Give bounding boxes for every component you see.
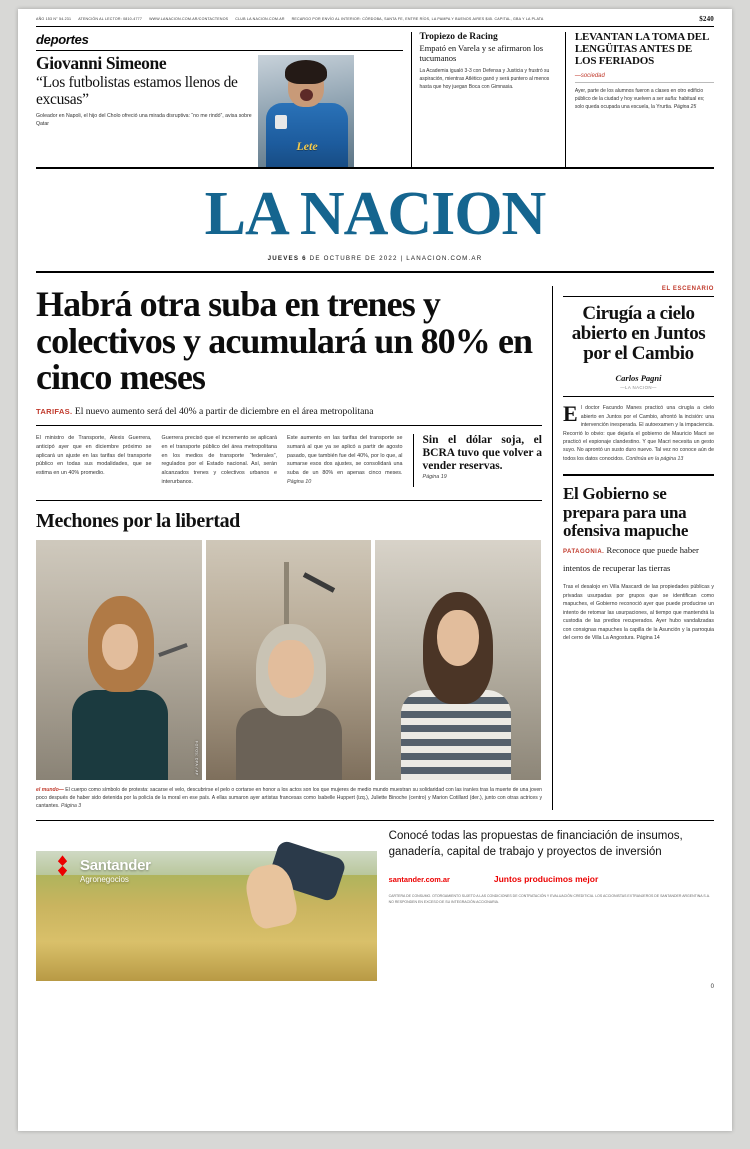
topbar-item[interactable]: WWW.LANACION.COM.AR/CONTACTENOS (149, 17, 229, 21)
caption-page-ref: Página 3 (60, 803, 82, 810)
main-headline[interactable]: Habrá otra suba en trenes y colectivos y acumulará un 80% en cinco meses (36, 284, 533, 398)
racing-title: Tropiezo de Racing (419, 32, 498, 42)
byline-author: Carlos Pagni (615, 373, 662, 384)
byline-organization: —LA NACION— (563, 385, 714, 397)
patagonia-line (563, 540, 714, 576)
dateline-rest: DE OCTUBRE DE 2022 | LANACION.COM.AR (306, 255, 483, 262)
society-section-tag: —sociedad (575, 73, 714, 83)
sports-lead-quote: “Los futbolistas estamos llenos de excusas” (36, 73, 238, 108)
santander-logo (52, 855, 151, 876)
society-body (575, 87, 714, 111)
main-column (36, 286, 553, 810)
photo-shape-body (72, 690, 168, 780)
ad-slogan: Juntos producimos mejor (493, 874, 599, 885)
sports-strip (36, 27, 714, 169)
society-block[interactable] (566, 32, 714, 167)
photo-shape-body (236, 708, 342, 780)
photo-shape-badge (275, 115, 287, 129)
dollar-brief[interactable] (413, 434, 542, 487)
gobierno-title[interactable]: El Gobierno se prepara para una ofensiva mapuche (563, 484, 689, 541)
main-story-columns (36, 434, 542, 487)
ad-legal-text: CARTERA DE CONSUMO. OTORGAMIENTO SUJETO A LAS CONDICIONES DE CONTRATACIÓN Y EVALUACIÓN CREDITICIA. LOS ACCIONISTAS EXTRANJEROS DE SANTANDER ARGENTINA S.A. NO RESPONDEN EN EXCESO DE SU INTEGRACIÓN ACCIONARIA. (388, 894, 711, 904)
story-column (287, 434, 403, 487)
photo-shape-face (437, 610, 479, 666)
society-page-ref: Página 25 (673, 103, 697, 110)
newspaper-page (18, 9, 732, 1131)
sports-lead-name: Giovanni Simeone (36, 53, 167, 73)
society-body-text: Ayer, parte de los alumnos fueron a clases en otro edificio público de la ciudad y hoy vuelven a ser auña: habitual es; solo queda ocupada una escuela, la Yrurtia. (574, 87, 705, 110)
patagonia-subtitle: Reconoce que puede haber intentos de recuperar las tierras (563, 545, 699, 574)
racing-body: La Academia igualó 3-3 con Defensa y Justicia y frustró su aspiración, mientras Atlético ganó y será puntero al menos hasta que hoy juegan Boca con Gimnasia. (419, 68, 550, 90)
cover-price: $240 (699, 15, 714, 23)
dropcap: E (563, 401, 578, 427)
escenario-body-text: l doctor Facundo Manes practicó una cirugía a cielo abierto en Juntos por el Cambio, afrontó la incisión: una intervención inesperada. El autoexamen y la impaciencia. Recorrió lo obvio: que dejaría el gobierno de Mauricio Macri se practicó el espionaje clandestino. Y que Macri necesita un gesto suyo. No aprontó un susto duro nuevo. Tal vez no conoce aún de todos los datos conocidos. (563, 405, 714, 462)
escenario-page-ref: Continúa en la página 13 (625, 455, 684, 462)
dateline (36, 255, 714, 273)
ad-image (36, 829, 377, 981)
ad-url[interactable]: santander.com.ar (388, 874, 450, 884)
photo-shape-face-front (102, 624, 138, 670)
photo-credit: FOTOS: DPA / AP (194, 740, 199, 776)
top-info-bar (36, 15, 714, 27)
feature-title[interactable]: Mechones por la libertad (36, 500, 542, 533)
feature-photo-1 (36, 540, 202, 780)
topbar-item: RECARGO POR ENVÍO AL INTERIOR: CÓRDOBA, SANTA FE, ENTRE RÍOS, LA PAMPA Y BUENOS AIRES $45. CAPITAL, GBA Y LA PLATA (291, 17, 544, 21)
dateline-day: JUEVES 6 (267, 255, 307, 262)
santander-brand: Santander (80, 857, 151, 875)
feature-photo-2 (206, 540, 372, 780)
lede-tag: TARIFAS. (36, 407, 73, 417)
newspaper-logo: LA NACION (204, 180, 546, 248)
patagonia-tag: PATAGONIA. (563, 549, 605, 556)
ad-footer (389, 874, 714, 884)
jersey-sponsor-text: Lete (296, 139, 318, 153)
photo-row (36, 540, 542, 780)
photo-shape-hair (285, 60, 327, 84)
story-column: El ministro de Transporte, Alexis Guerrera, anticipó ayer que en diciembre próximo se aplicará un ajuste en las tarifas del transporte público en todas sus modalidades, que se estima en un 40% promedio. (36, 435, 152, 477)
santander-brand-sub: Agronegocios (80, 875, 129, 885)
scissors-icon (302, 572, 334, 592)
page-number: 0 (710, 984, 714, 991)
topbar-item[interactable]: CLUB LA NACION.COM.AR (235, 17, 285, 21)
racing-block[interactable] (411, 32, 566, 167)
flame-icon (52, 855, 73, 876)
caption-text: El cuerpo como símbolo de protesta: sacarse el velo, descubrirse el pelo o cortarse en honor a los actos son los que mujeres de medio mundo muestran su solidaridad con las iraníes tras la muerte de una joven poco después de haber sido detenida por la policía de la moral en ese país. A ellas sumaron ayer artistas francesas como Isabelle Huppert (izq.), Juliette Binoche (centro) y Marion Cotillard (der.), junto con otras actrices y cantantes. (36, 786, 542, 810)
ad-headline: Conocé todas las propuestas de financiación de insumos, ganadería, capital de trabajo y proyectos de inversión (388, 830, 683, 858)
masthead (36, 169, 714, 277)
story-column-text: Este aumento en las tarifas del transporte se sumará al que ya se aplicó a partir de agosto pasado, que también fue del 40%, por lo que, al sumarse esos dos ajustes, se consolidará una suba de un 80% en apenas cinco meses. (287, 435, 403, 477)
racing-subtitle: Empató en Varela y se afirmaron los tucumanos (419, 43, 544, 63)
gobierno-body (563, 583, 714, 642)
photo-shape-face (268, 640, 314, 698)
scissors-icon (158, 643, 188, 657)
caption-label: el mundo— (36, 786, 64, 793)
section-label-deportes: deportes (36, 32, 403, 51)
side-column (553, 286, 714, 810)
advertisement[interactable] (36, 820, 714, 981)
dollar-brief-page: Página 19 (422, 473, 447, 480)
gobierno-body-text: Tras el desalojo en Villa Mascardi de las propiedades públicas y privadas usurpadas por grupos que se identifican como mapuches, el Gobierno reconoció ayer que puede producirse un intento de retomar las usurpaciones, al tiempo que mantendrá la custodia de las predios recuperados. Ayer hubo vandalizadas con consignas mapuches la capilla de la Asunción y la parroquia del cerro de Villa La Angostura. (563, 584, 714, 641)
photo-shape-mouth (300, 89, 313, 101)
hair-strand (284, 562, 289, 624)
lede-text: El nuevo aumento será del 40% a partir de diciembre en el área metropolitana (72, 406, 374, 418)
topbar-item: ATENCIÓN AL LECTOR: 0810-4777 (78, 17, 143, 21)
photo-caption (36, 786, 542, 811)
feature-photo-3 (375, 540, 541, 780)
gobierno-page-ref: Página 14 (636, 634, 660, 641)
society-title: LEVANTAN LA TOMA DEL LENGÜITAS ANTES DE LOS FERIADOS (574, 31, 709, 67)
topbar-item: AÑO 153 N° 54.231 (36, 17, 72, 21)
photo-shape-body (266, 103, 348, 167)
sports-lead-subtext: Goleador en Napoli, el hijo del Cholo ofreció una mirada disruptiva: “no me rindó”, avisa sobre Qatar (36, 113, 252, 128)
main-lede (36, 406, 542, 426)
dollar-brief-title: Sin el dólar soja, el BCRA tuvo que volver a vender reservas. (422, 434, 542, 472)
sports-lead-block[interactable] (36, 32, 411, 167)
story-page-ref: Página 10 (287, 478, 312, 485)
escenario-tag: EL ESCENARIO (563, 286, 714, 297)
ad-copy (377, 829, 714, 981)
main-body (36, 277, 714, 810)
escenario-body (563, 401, 714, 463)
player-photo (258, 55, 354, 167)
divider (563, 474, 714, 476)
escenario-title[interactable]: Cirugía a cielo abierto en Juntos por el Cambio (571, 303, 706, 365)
story-column: Guerrera precisó que el incremento se aplicará en el transporte público del área metropolitana en los medios de transporte “federales”, regulados por el Estado nacional. Así, serán alcanzados trenes y colectivos urbanos e interurbanos. (161, 435, 277, 485)
